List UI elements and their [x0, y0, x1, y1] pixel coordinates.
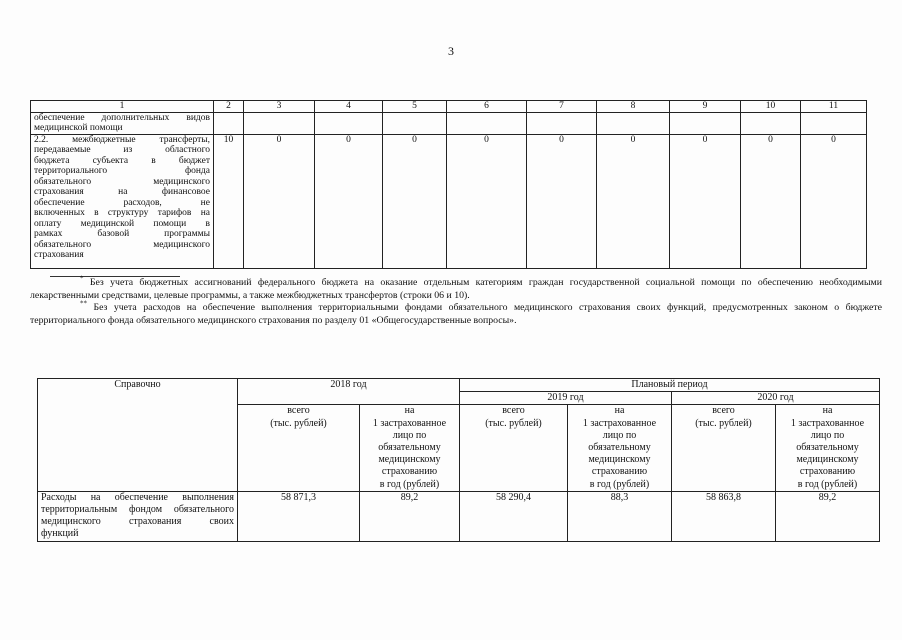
- table-header-row: [38, 379, 880, 392]
- table-cell: 58 871,3: [238, 491, 360, 541]
- column-header: 3: [244, 101, 315, 113]
- column-header: 5: [383, 101, 447, 113]
- column-header-per-insured: на 1 застрахованное лицо по обязательному медицинскому страхованию в год (рублей): [776, 405, 880, 491]
- row-label: [31, 134, 214, 268]
- label-line: рамках базовой программы: [34, 229, 210, 239]
- table-header-row: [31, 101, 867, 113]
- label-line: обязательного медицинского: [34, 176, 210, 187]
- table-cell: 89,2: [776, 491, 880, 541]
- table-cell: 58 290,4: [460, 491, 568, 541]
- table-cell: 89,2: [360, 491, 460, 541]
- label-line: функций: [41, 528, 79, 540]
- label-line: бюджета субъекта в бюджет: [34, 155, 210, 166]
- label-line: территориального фонда: [34, 166, 210, 176]
- column-header: 2: [214, 101, 244, 113]
- label-line: передаваемые из областного: [34, 145, 210, 155]
- label-line: обеспечение расходов, не: [34, 197, 210, 208]
- table-cell: 58 863,8: [672, 491, 776, 541]
- year-header: 2020 год: [672, 392, 880, 405]
- table-cell: 0: [801, 134, 867, 268]
- label-line: Расходы на обеспечение выполнения: [41, 491, 234, 503]
- column-header-total: всего (тыс. рублей): [238, 405, 360, 491]
- table-cell: 88,3: [568, 491, 672, 541]
- table-cell: 10: [214, 134, 244, 268]
- label-line: территориальным фондом обязательного: [41, 504, 234, 516]
- footnote-text: Без учета расходов на обеспечение выполнения территориальными фондами обязательного медицинского страхования своих функций, предусмотренных законом о бюджете территориального фонда обязательного медицинского страхования по разделу 01 «Общегосударственные вопросы».: [30, 302, 882, 326]
- table-cell: 0: [244, 134, 315, 268]
- year-header: 2018 год: [238, 379, 460, 405]
- footnotes: [30, 276, 882, 327]
- expenditure-table: [30, 100, 867, 269]
- column-header: 9: [670, 101, 741, 113]
- label-line: включенных в структуру тарифов на: [34, 208, 210, 218]
- table-cell: 0: [527, 134, 597, 268]
- column-header: 4: [315, 101, 383, 113]
- table-header-row: [38, 405, 880, 491]
- table-row: [31, 134, 867, 268]
- table-cell: 0: [670, 134, 741, 268]
- column-header-per-insured: на 1 застрахованное лицо по обязательному медицинскому страхованию в год (рублей): [568, 405, 672, 491]
- footnote-mark: *: [80, 274, 84, 283]
- label-line: страхования на финансовое: [34, 187, 210, 197]
- table-cell: 0: [383, 134, 447, 268]
- table-row: [38, 491, 880, 541]
- footnote: [30, 274, 882, 302]
- footnote: [30, 299, 882, 327]
- column-header: 7: [527, 101, 597, 113]
- table-cell: 0: [741, 134, 801, 268]
- column-header: 6: [447, 101, 527, 113]
- label-line: оплату медицинской помощи в: [34, 218, 210, 229]
- row-label: [38, 491, 238, 541]
- label-line: медицинского страхования своих: [41, 516, 234, 528]
- column-header: 11: [801, 101, 867, 113]
- label-line: обязательного медицинского: [34, 239, 210, 250]
- table-cell: 0: [597, 134, 670, 268]
- column-header-per-insured: на 1 застрахованное лицо по обязательному медицинскому страхованию в год (рублей): [360, 405, 460, 491]
- label-line: обеспечение дополнительных видов: [34, 112, 210, 123]
- reference-table: [37, 378, 880, 542]
- planning-period-header: Плановый период: [460, 379, 880, 392]
- column-header-total: всего (тыс. рублей): [672, 405, 776, 491]
- reference-header: Справочно: [38, 379, 238, 405]
- table-cell: 0: [315, 134, 383, 268]
- table-cell: 0: [447, 134, 527, 268]
- table-row: [31, 112, 867, 134]
- footnote-mark: **: [80, 299, 87, 308]
- label-line: страхования: [34, 250, 84, 260]
- label-line: медицинской помощи: [34, 123, 123, 133]
- column-header: 1: [31, 101, 214, 113]
- page-number: 3: [448, 44, 454, 58]
- year-header: 2019 год: [460, 392, 672, 405]
- label-line: 2.2. межбюджетные трансферты,: [34, 134, 210, 145]
- column-header: 8: [597, 101, 670, 113]
- footnote-text: Без учета бюджетных ассигнований федерального бюджета на оказание отдельным категориям граждан государственной социальной помощи по обеспечению необходимыми лекарственными средствами, целевые программы, а также межбюджетных трансфертов (строки 06 и 10).: [30, 277, 882, 301]
- column-header-total: всего (тыс. рублей): [460, 405, 568, 491]
- column-header: 10: [741, 101, 801, 113]
- row-label: [31, 112, 214, 134]
